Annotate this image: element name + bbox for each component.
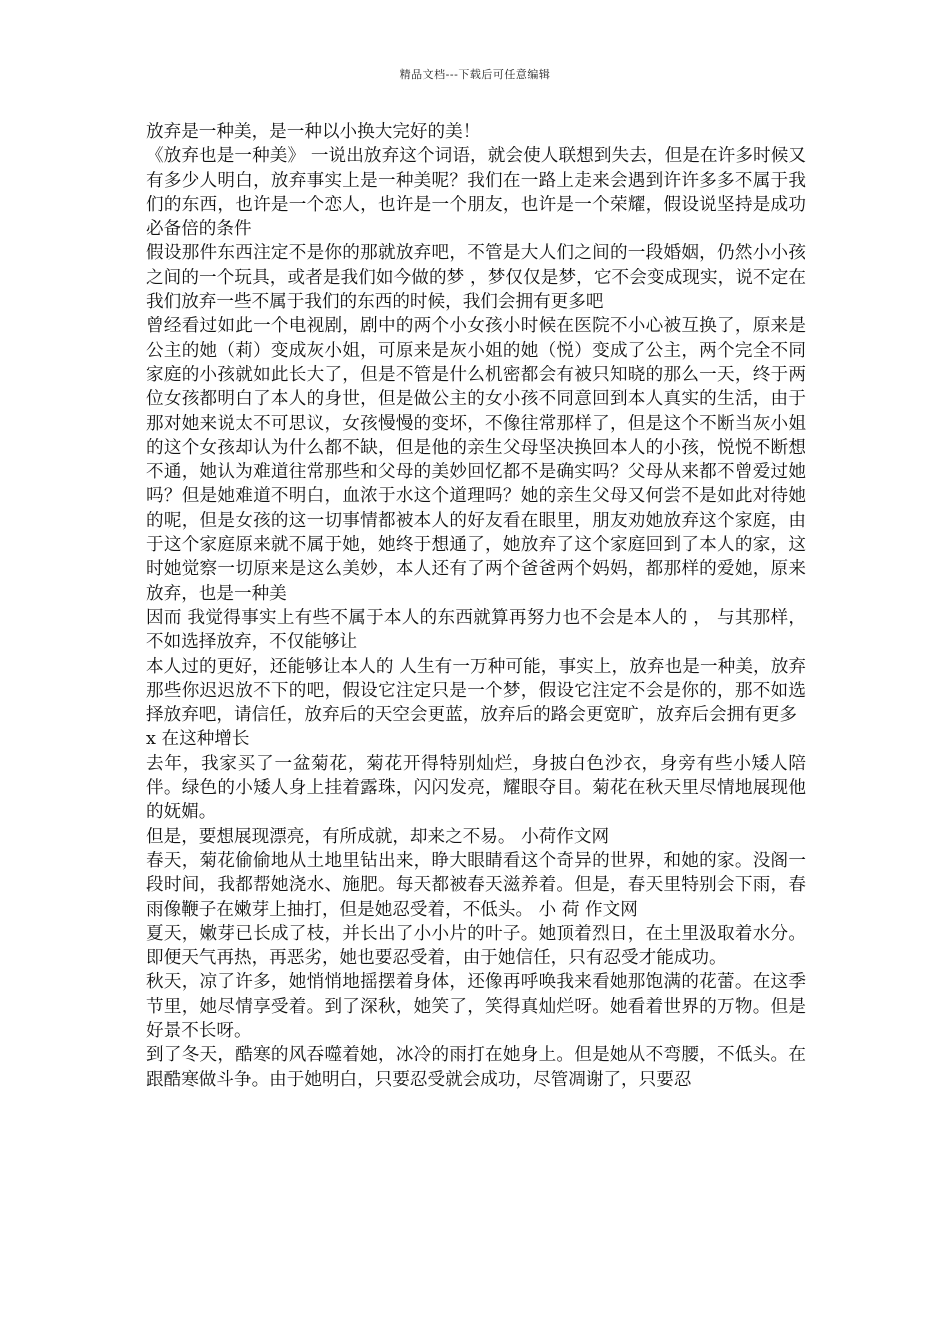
paragraph: 本人过的更好，还能够让本人的 人生有一万种可能，事实上，放弃也是一种美，放弃那些你迟迟放不下的吧，假设它注定只是一个梦，假设它注定不会是你的，那不如选择放弃吧，请信任，放弃后的天空会更蓝，放弃后的路会更宽旷，放弃后会拥有更多	[146, 656, 806, 726]
paragraph: 假设那件东西注定不是你的那就放弃吧，不管是大人们之间的一段婚姻，仍然小小孩之间的一个玩具，或者是我们如今做的梦 ，梦仅仅是梦，它不会变成现实，说不定在我们放弃一些不属于我们的东西的时候，我们会拥有更多吧	[146, 243, 806, 313]
paragraph: 《放弃也是一种美》 一说出放弃这个词语，就会使人联想到失去，但是在许多时候又有多少人明白，放弃事实上是一种美呢？我们在一路上走来会遇到许许多多不属于我们的东西，也许是一个恋人，也许是一个朋友，也许是一个荣耀，假设说坚持是成功必备倍的条件	[146, 146, 806, 240]
section-heading: x 在这种增长	[146, 729, 250, 750]
paragraph: 曾经看过如此一个电视剧，剧中的两个小女孩小时候在医院不小心被互换了，原来是公主的她（莉）变成灰小姐，可原来是灰小姐的她（悦）变成了公主，两个完全不同家庭的小孩就如此长大了，但是不管是什么机密都会有被只知晓的那么一天，终于两位女孩都明白了本人的身世，但是做公主的女小孩不同意回到本人真实的生活，由于那对她来说太不可思议，女孩慢慢的变坏，不像往常那样了，但是这个不断当灰小姐的这个女孩却认为什么都不缺，但是他的亲生父母坚决换回本人的小孩，悦悦不断想不通，她认为难道往常那些和父母的美妙回忆都不是确实吗？父母从来都不曾爱过她吗？但是她难道不明白，血浓于水这个道理吗？她的亲生父母又何尝不是如此对待她的呢，但是女孩的这一切事情都被本人的好友看在眼里，朋友劝她放弃这个家庭，由于这个家庭原来就不属于她，她终于想通了，她放弃了这个家庭回到了本人的家，这时她觉察一切原来是这么美妙，本人还有了两个爸爸两个妈妈，都那样的爱她，原来放弃，也是一种美	[146, 316, 806, 604]
paragraph: 因而 我觉得事实上有些不属于本人的东西就算再努力也不会是本人的 ， 与其那样，不如选择放弃，不仅能够让	[146, 607, 806, 653]
page-header: 精品文档---下载后可任意编辑	[399, 68, 551, 81]
paragraph: 夏天，嫩芽已长成了枝，并长出了小小片的叶子。她顶着烈日，在土里汲取着水分。即便天气再热，再恶劣，她也要忍受着，由于她信任，只有忍受才能成功。	[146, 923, 806, 969]
paragraph: 春天，菊花偷偷地从土地里钻出来，睁大眼睛看这个奇异的世界，和她的家。没阁一段时间，我都帮她浇水、施肥。每天都被春天滋养着。但是，春天里特别会下雨，春雨像鞭子在嫩芽上抽打，但是她忍受着，不低头。 小 荷 作文网	[146, 850, 806, 920]
paragraph: 但是，要想展现漂亮，有所成就，却来之不易。 小荷作文网	[146, 826, 610, 847]
document-body	[146, 120, 806, 1092]
paragraph: 去年，我家买了一盆菊花，菊花开得特别灿烂，身披白色沙衣，身旁有些小矮人陪伴。绿色的小矮人身上挂着露珠，闪闪发亮，耀眼夺目。菊花在秋天里尽情地展现他的妩媚。	[146, 753, 806, 823]
paragraph: 秋天，凉了许多，她悄悄地摇摆着身体，还像再呼唤我来看她那饱满的花蕾。在这季节里，她尽情享受着。到了深秋，她笑了，笑得真灿烂呀。她看着世界的万物。但是好景不长呀。	[146, 972, 806, 1041]
paragraph: 到了冬天，酷寒的风吞噬着她，冰冷的雨打在她身上。但是她从不弯腰，不低头。在跟酷寒做斗争。由于她明白，只要忍受就会成功，尽管凋谢了，只要忍	[146, 1045, 806, 1090]
paragraph-title: 放弃是一种美，是一种以小换大完好的美！	[146, 122, 481, 142]
